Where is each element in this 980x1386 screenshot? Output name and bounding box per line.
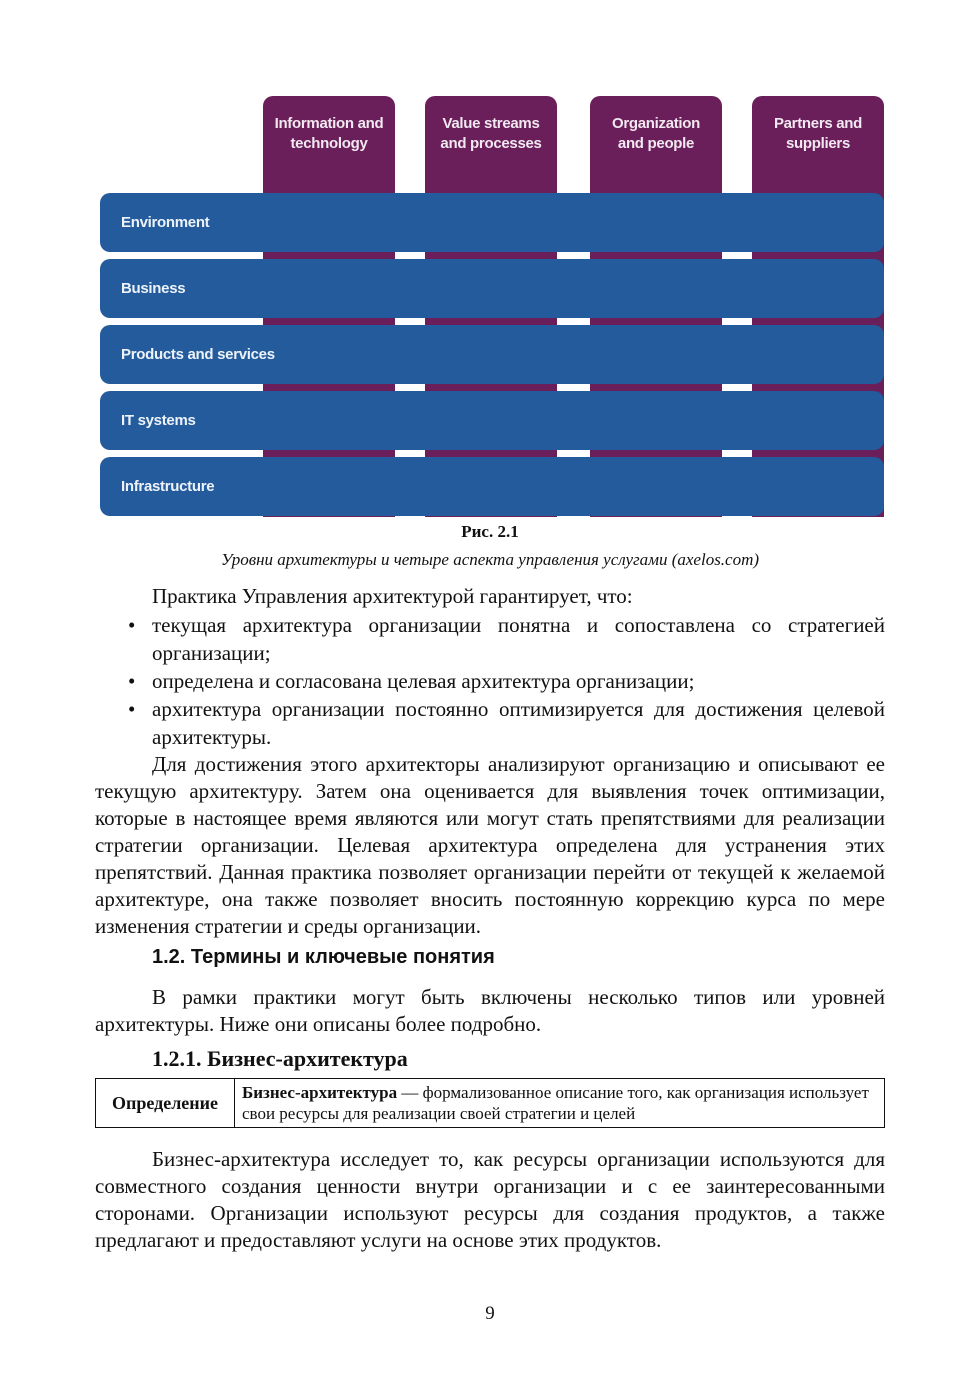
band-gap [100,252,263,259]
aspect-label-line: Organization [611,115,701,132]
page-number: 9 [485,1303,495,1324]
aspect-label [590,114,722,154]
aspect-label-line: Information and [274,115,384,132]
list-item [95,695,885,751]
subsection-heading: 1.2.1. Бизнес-архитектура [152,1046,408,1071]
layer-label: Infrastructure [121,478,215,495]
band-gap [395,318,425,325]
definition-term: Бизнес-архитектура [242,1083,398,1102]
layer-label: Business [121,280,186,297]
definition-label: Определение [96,1079,235,1128]
band-gap [722,450,752,457]
bullet-icon: • [128,697,136,721]
definition-cell [235,1079,885,1128]
band-gap [722,384,752,391]
section-heading: 1.2. Термины и ключевые понятия [152,946,495,968]
band-gap [100,384,263,391]
band-gap [722,318,752,325]
list-item [95,667,885,695]
aspect-label-line: Value streams [442,115,540,132]
business-architecture-paragraph: Бизнес-архитектура исследует то, как ресурсы организации используются для совместного создания ценности внутри организации и с ее заинтересованными сторонами. Организации используют ресурсы для создания продуктов, а также предлагают и предоставляют услуги на основе этих продуктов. [95,1147,885,1252]
layer-label: Products and services [121,346,275,363]
band-gap [557,450,590,457]
band-gap [395,252,425,259]
bullet-icon: • [128,669,136,693]
figure-number: Рис. 2.1 [461,522,519,541]
band-gap [100,318,263,325]
band-gap [722,252,752,259]
body-paragraph: Для достижения этого архитекторы анализируют организацию и описывают ее текущую архитектуру. Затем она оценивается для выявления точек оптимизации, которые в настоящее время являются или могут стать препятствиями для реализации стратегии организации. Целевая архитектура определена для устранения этих препятствий. Данная практика позволяет организации перейти от текущей к желаемой архитектуре, она также позволяет вносить постоянную коррекцию курса по мере изменения стратегии и среды организации. [95,752,885,938]
aspect-label-line: and people [617,135,695,152]
band-gap [557,384,590,391]
section-paragraph: В рамки практики могут быть включены несколько типов или уровней архитектуры. Ниже они описаны более подробно. [95,985,885,1036]
band-gap [100,450,263,457]
band-gap [557,252,590,259]
intro-paragraph: Практика Управления архитектурой гарантирует, что: [152,584,633,608]
aspect-label [752,114,884,154]
layer-band [100,259,884,318]
architecture-figure [0,0,980,569]
layer-label: IT systems [121,412,196,429]
aspect-label-line: suppliers [786,135,850,152]
aspect-label-line: and processes [440,135,542,152]
layer-band [100,457,884,516]
aspect-label-line: Partners and [773,115,863,132]
aspect-label [425,114,557,154]
band-gap [395,450,425,457]
list-item-text: архитектура организации постоянно оптимизируется для достижения целевой архитектуры. [152,697,885,749]
band-gap [395,384,425,391]
table-row [96,1079,885,1128]
figure-caption: Уровни архитектуры и четыре аспекта управления услугами (axelos.com) [220,550,760,569]
list-item-text: определена и согласована целевая архитектура организации; [152,669,695,693]
list-item-text: текущая архитектура организации понятна и сопоставлена со стратегией организации; [152,613,885,665]
definition-text: — формализованное описание того, как организация использует свои ресурсы для реализации своей стратегии и целей [242,1083,869,1123]
layer-band [100,325,884,384]
bullet-list [95,611,885,751]
definition-table [95,1078,885,1128]
list-item [95,611,885,667]
aspect-label-line: technology [290,135,368,152]
layer-band [100,193,884,252]
aspect-label [263,114,395,154]
band-gap [557,318,590,325]
bullet-icon: • [128,613,136,637]
layer-band [100,391,884,450]
layer-label: Environment [121,214,210,231]
